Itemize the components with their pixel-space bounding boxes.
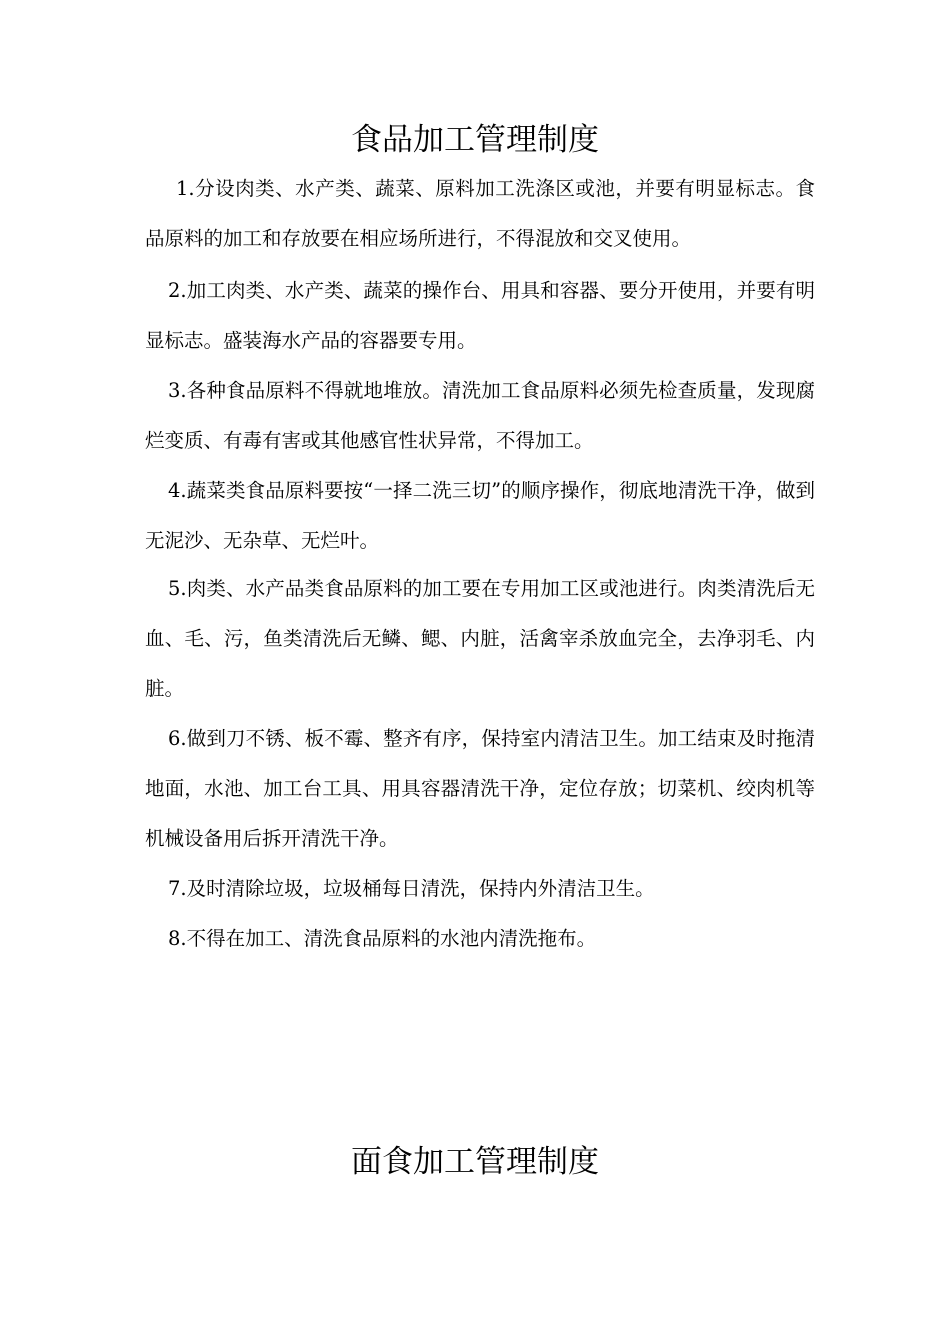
rule-paragraph-6: 6.做到刀不锈、板不霉、整齐有序，保持室内清洁卫生。加工结束及时拖清地面，水池、加工台工具、用具容器清洗干净，定位存放；切菜机、绞肉机等机械设备用后拆开清洗干净。	[145, 727, 815, 850]
section-title: 面食加工管理制度	[351, 1144, 599, 1180]
rule-paragraph-1: 1.分设肉类、水产类、蔬菜、原料加工洗涤区或池，并要有明显标志。食品原料的加工和存放要在相应场所进行，不得混放和交叉使用。	[145, 177, 815, 250]
rule-paragraph-7: 7.及时清除垃圾，垃圾桶每日清洗，保持内外清洁卫生。	[168, 877, 655, 900]
rule-paragraph-8: 8.不得在加工、清洗食品原料的水池内清洗拖布。	[168, 927, 597, 950]
rule-paragraph-4: 4.蔬菜类食品原料要按“一择二洗三切”的顺序操作，彻底地清洗干净，做到无泥沙、无杂草、无烂叶。	[145, 479, 815, 552]
rule-paragraph-3: 3.各种食品原料不得就地堆放。清洗加工食品原料必须先检查质量，发现腐烂变质、有毒有害或其他感官性状异常，不得加工。	[145, 379, 815, 452]
rule-paragraph-5: 5.肉类、水产品类食品原料的加工要在专用加工区或池进行。肉类清洗后无血、毛、污，鱼类清洗后无鳞、鳃、内脏，活禽宰杀放血完全，去净羽毛、内脏。	[145, 577, 815, 700]
page-title: 食品加工管理制度	[351, 122, 599, 158]
rule-paragraph-2: 2.加工肉类、水产类、蔬菜的操作台、用具和容器、要分开使用，并要有明显标志。盛装海水产品的容器要专用。	[145, 279, 815, 352]
